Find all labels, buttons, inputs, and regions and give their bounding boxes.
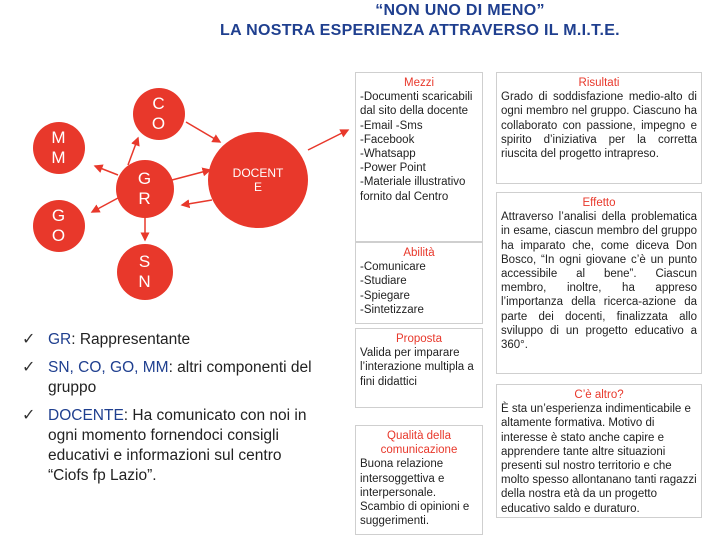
- node-sn: S N: [117, 244, 173, 300]
- title-line-1: “NON UNO DI MENO”: [375, 2, 545, 19]
- legend: [22, 330, 312, 494]
- checkmark-icon: ✓: [22, 359, 36, 376]
- node-mm: M M: [33, 122, 85, 174]
- box-mezzi: Mezzi -Documenti scaricabili dal sito della docente -Email -Sms -Facebook -Whatsapp -Power Point -Materiale illustrativo fornito dal Centro: [355, 72, 483, 242]
- box-proposta: Proposta Valida per imparare l’interazione multipla a fini didattici: [355, 328, 483, 408]
- arrow-co-docente: [186, 122, 220, 142]
- node-go: G O: [33, 200, 85, 252]
- arrow-docente-gr: [182, 200, 212, 205]
- node-gr: G R: [116, 160, 174, 218]
- arrow-docente-mezzi: [308, 130, 348, 150]
- legend-item-docente: ✓ DOCENTE: Ha comunicato con noi in ogni momento fornendoci consigli educativi e informazioni sul centro “Ciofs fp Lazio”.: [22, 407, 307, 484]
- checkmark-icon: ✓: [22, 331, 36, 348]
- legend-item-gr: ✓ GR: Rappresentante: [22, 331, 191, 348]
- box-qualita: Qualità della comunicazione Buona relazione intersoggettiva e interpersonale. Scambio di opinioni e suggerimenti.: [355, 425, 483, 535]
- legend-item-members: ✓ SN, CO, GO, MM: altri componenti del gruppo: [22, 359, 312, 396]
- box-altro: C’è altro? È sta un’esperienza indimenticabile e altamente formativa. Motivo di interesse è stato anche capire e apprendere tante altre situazioni presenti sul nostro territorio e che molto spesso allontanano tanti ragazzi della nostra età da un progetto educativo saldo e duraturo.: [496, 384, 702, 518]
- node-docente: DOCENT E: [208, 132, 308, 228]
- arrow-gr-docente: [172, 170, 210, 180]
- node-co: C O: [133, 88, 185, 140]
- checkmark-icon: ✓: [22, 407, 36, 424]
- box-risultati: Risultati Grado di soddisfazione medio-alto di ogni membro nel gruppo. Ciascuno ha collaborato con passione, impegno e spirito d’iniziativa per la corretta riuscita del progetto intrapreso.: [496, 72, 702, 184]
- title-line-2: LA NOSTRA ESPERIENZA ATTRAVERSO IL M.I.T.E.: [220, 22, 620, 39]
- arrow-gr-mm: [95, 166, 118, 175]
- box-abilita: Abilità -Comunicare -Studiare -Spiegare -Sintetizzare: [355, 242, 483, 324]
- box-effetto: Effetto Attraverso l’analisi della problematica in esame, ciascun membro del gruppo ha imparato che, come diceva Don Bosco, “In ogni giovane c’è un punto accessibile al bene”. Ciascun membro, inoltre, ha appreso l’importanza della ricerca-azione da parte dei docenti, finalizzata allo sviluppo di un progetto educativo a 360°.: [496, 192, 702, 374]
- arrow-gr-go: [92, 198, 118, 212]
